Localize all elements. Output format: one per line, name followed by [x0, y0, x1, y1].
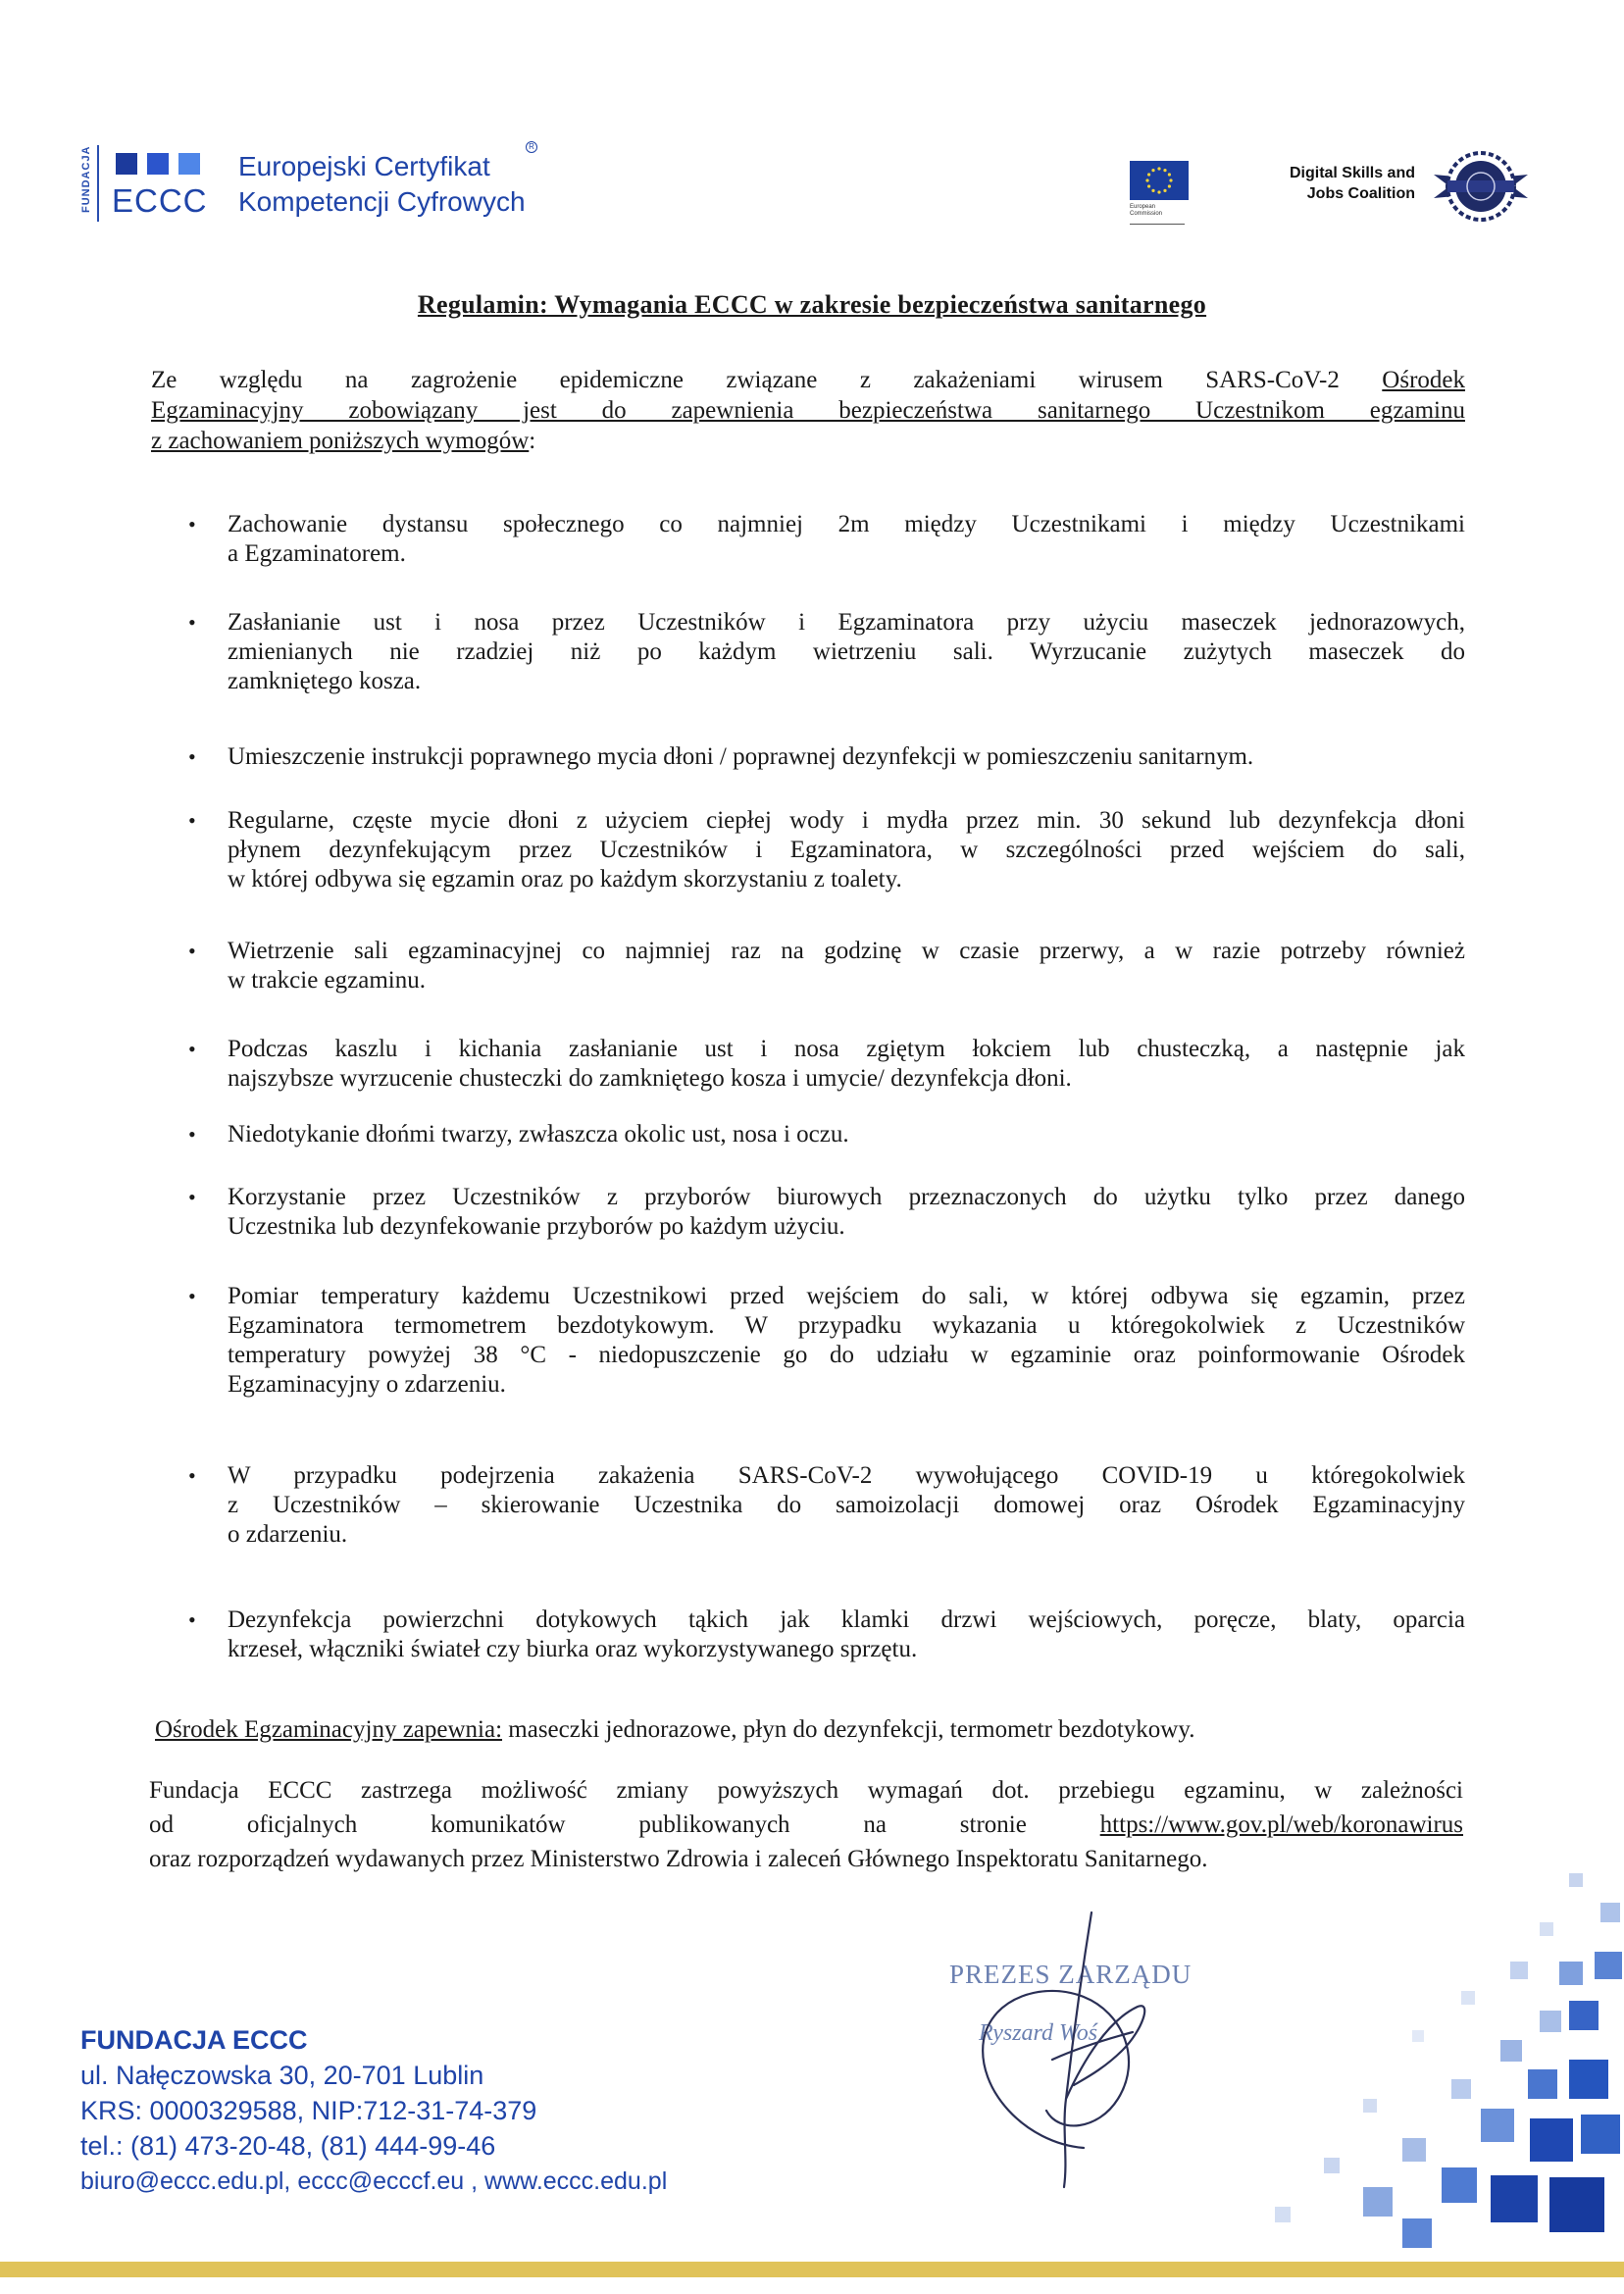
- eccc-name-line-1: Europejski Certyfikat: [238, 151, 490, 181]
- footer-street-address: ul. Nałęczowska 30, 20-701 Lublin: [80, 2061, 484, 2090]
- requirement-10-line-3: o zdarzeniu.: [228, 1521, 348, 1548]
- requirement-3-line-1: Umieszczenie instrukcji poprawnego mycia dłoni / poprawnej dezynfekcji w pomieszczeniu sanitarnym.: [228, 743, 1254, 770]
- requirement-1-line-1: Zachowanie dystansu społecznego co najmniej 2m między Uczestnikami i między Uczestnikami: [228, 511, 1465, 537]
- eccc-name-line-2: Kompetencji Cyfrowych: [238, 186, 526, 217]
- requirement-item-1: [188, 510, 1465, 569]
- requirement-item-11: [188, 1606, 1465, 1664]
- requirement-item-4: [188, 806, 1465, 894]
- notice-line-3: oraz rozporządzeń wydawanych przez Ministerstwo Zdrowia i zaleceń Głównego Inspektoratu Sanitarnego.: [149, 1846, 1208, 1872]
- requirement-10-line-1: W przypadku podejrzenia zakażenia SARS-CoV-2 wywołującego COVID-19 u któregokolwiek: [228, 1462, 1465, 1489]
- requirement-10-line-2: z Uczestników – skierowanie Uczestnika do samoizolacji domowej oraz Ośrodek Egzaminacyjny: [228, 1492, 1465, 1518]
- bullet-icon: •: [188, 512, 196, 536]
- requirement-item-5: [188, 937, 1465, 995]
- provided-items-paragraph: [155, 1714, 1469, 1745]
- koronawirus-link[interactable]: https://www.gov.pl/web/koronawirus: [1099, 1811, 1464, 1838]
- registered-trademark-icon: R: [526, 141, 537, 153]
- requirement-2-line-3: zamkniętego kosza.: [228, 668, 422, 694]
- requirement-6-line-2: najszybsze wyrzucenie chusteczki do zamkniętego kosza i umycie/ dezynfekcja dłoni.: [228, 1065, 1072, 1092]
- footer-registry-numbers: KRS: 0000329588, NIP:712-31-74-379: [80, 2096, 537, 2125]
- intro-line-3-text: z zachowaniem poniższych wymogów: [151, 428, 530, 454]
- bullet-icon: •: [188, 939, 196, 963]
- requirement-9-line-2: Egzaminatora termometrem bezdotykowym. W przypadku wykazania u któregokolwiek z Uczestników: [228, 1312, 1465, 1339]
- provided-items-label: Ośrodek Egzaminacyjny zapewnia:: [155, 1716, 503, 1743]
- requirement-4-line-1: Regularne, częste mycie dłoni z użyciem ciepłej wody i mydła przez min. 30 sekund lub dezynfekcja dłoni: [228, 807, 1465, 834]
- dsjc-logo-text: [1243, 163, 1415, 204]
- dsjc-member-badge-icon: [1434, 147, 1528, 226]
- requirement-11-line-2: krzeseł, włączniki świateł czy biurka oraz wykorzystywanego sprzętu.: [228, 1636, 918, 1662]
- footer-email-web: biuro@eccc.edu.pl, eccc@ecccf.eu , www.eccc.edu.pl: [80, 2167, 668, 2195]
- requirement-item-9: [188, 1282, 1465, 1400]
- eccc-abbreviation: ECCC: [112, 182, 208, 219]
- eu-logo-underline: [1130, 224, 1185, 225]
- provided-items-text: maseczki jednorazowe, płyn do dezynfekcji, termometr bezdotykowy.: [502, 1716, 1195, 1743]
- requirement-6-line-1: Podczas kaszlu i kichania zasłanianie ust i nosa zgiętym łokciem lub chusteczką, a następnie jak: [228, 1036, 1465, 1062]
- requirement-item-3: [188, 742, 1465, 772]
- requirement-5-line-2: w trakcie egzaminu.: [228, 967, 426, 994]
- handwritten-signature: [937, 1903, 1231, 2197]
- logo-square-dark: [116, 153, 137, 175]
- change-notice-paragraph: [149, 1773, 1463, 1876]
- requirement-item-10: [188, 1461, 1465, 1550]
- eu-logo-caption: European Commission: [1130, 204, 1163, 217]
- footer-address-block: [80, 2022, 826, 2199]
- requirement-9-line-1: Pomiar temperatury każdemu Uczestnikowi przed wejściem do sali, w której odbywa się egzamin, przez: [228, 1283, 1465, 1309]
- bullet-icon: •: [188, 1122, 196, 1147]
- notice-line-2: [149, 1808, 1463, 1842]
- logo-square-light: [178, 153, 200, 175]
- bullet-icon: •: [188, 1284, 196, 1308]
- notice-line-1: Fundacja ECCC zastrzega możliwość zmiany powyższych wymagań dot. przebiegu egzaminu, w zależności: [149, 1777, 1463, 1804]
- bullet-icon: •: [188, 744, 196, 769]
- footer-organization-name: FUNDACJA ECCC: [80, 2025, 308, 2055]
- requirement-4-line-3: w której odbywa się egzamin oraz po każdym skorzystaniu z toalety.: [228, 866, 902, 892]
- notice-line-2-text: od oficjalnych komunikatów publikowanych na stronie: [149, 1811, 1027, 1838]
- foundation-vertical-label: FUNDACJA: [80, 145, 92, 214]
- intro-line-2: Egzaminacyjny zobowiązany jest do zapewnienia bezpieczeństwa sanitarnego Uczestnikom egzaminu: [151, 397, 1465, 424]
- requirement-item-8: [188, 1183, 1465, 1242]
- intro-line-1: [151, 365, 1465, 395]
- requirement-8-line-1: Korzystanie przez Uczestników z przyborów biurowych przeznaczonych do użytku tylko przez danego: [228, 1184, 1465, 1210]
- bullet-icon: •: [188, 610, 196, 635]
- requirement-2-line-2: zmienianych nie rzadziej niż po każdym wietrzeniu sali. Wyrzucanie zużytych maseczek do: [228, 638, 1465, 665]
- requirement-item-7: [188, 1120, 1465, 1149]
- requirement-item-6: [188, 1035, 1465, 1094]
- logo-divider: [97, 145, 99, 222]
- dsjc-line-2: Jobs Coalition: [1306, 185, 1415, 202]
- requirement-item-2: [188, 608, 1465, 696]
- board-president-stamp: PREZES ZARZĄDU: [949, 1960, 1193, 1989]
- stamp-signatory-name: Ryszard Woś: [979, 2020, 1098, 2046]
- intro-line-3: [151, 426, 1465, 456]
- bullet-icon: •: [188, 1607, 196, 1632]
- requirement-5-line-1: Wietrzenie sali egzaminacyjnej co najmniej raz na godzinę w czasie przerwy, a w razie potrzeby również: [228, 938, 1465, 964]
- bullet-icon: •: [188, 1463, 196, 1488]
- intro-line-1-underlined: Ośrodek: [1382, 367, 1466, 393]
- eu-flag-icon: [1130, 161, 1189, 200]
- requirement-4-line-2: płynem dezynfekującym przez Uczestników i Egzaminatora, w szczególności przed wejściem do sali,: [228, 837, 1465, 863]
- requirement-9-line-4: Egzaminacyjny o zdarzeniu.: [228, 1371, 506, 1398]
- requirement-7-line-1: Niedotykanie dłońmi twarzy, zwłaszcza okolic ust, nosa i oczu.: [228, 1121, 849, 1147]
- bullet-icon: •: [188, 808, 196, 833]
- document-title: Regulamin: Wymagania ECCC w zakresie bezpieczeństwa sanitarnego: [417, 290, 1207, 319]
- footer-phone: tel.: (81) 473-20-48, (81) 444-99-46: [80, 2131, 496, 2161]
- requirement-2-line-1: Zasłanianie ust i nosa przez Uczestników i Egzaminatora przy użyciu maseczek jednorazowych,: [228, 609, 1465, 636]
- decorative-square-mosaic: [1216, 1863, 1624, 2275]
- requirement-1-line-2: a Egzaminatorem.: [228, 540, 406, 567]
- dsjc-line-1: Digital Skills and: [1289, 165, 1415, 181]
- eccc-full-name: [238, 149, 526, 220]
- logo-square-mid: [147, 153, 169, 175]
- intro-paragraph: [151, 365, 1465, 456]
- bullet-icon: •: [188, 1037, 196, 1061]
- intro-line-1-text: Ze względu na zagrożenie epidemiczne związane z zakażeniami wirusem SARS-CoV-2: [151, 367, 1340, 393]
- requirement-8-line-2: Uczestnika lub dezynfekowanie przyborów po każdym użyciu.: [228, 1213, 845, 1240]
- requirement-11-line-1: Dezynfekcja powierzchni dotykowych tąkich jak klamki drzwi wejściowych, poręcze, blaty, oparcia: [228, 1606, 1465, 1633]
- bullet-icon: •: [188, 1185, 196, 1209]
- intro-line-3-end: :: [529, 428, 536, 454]
- bottom-decorative-band: [0, 2262, 1624, 2277]
- requirement-9-line-3: temperatury powyżej 38 °C - niedopuszczenie go do udziału w egzaminie oraz poinformowanie Ośrodek: [228, 1342, 1465, 1368]
